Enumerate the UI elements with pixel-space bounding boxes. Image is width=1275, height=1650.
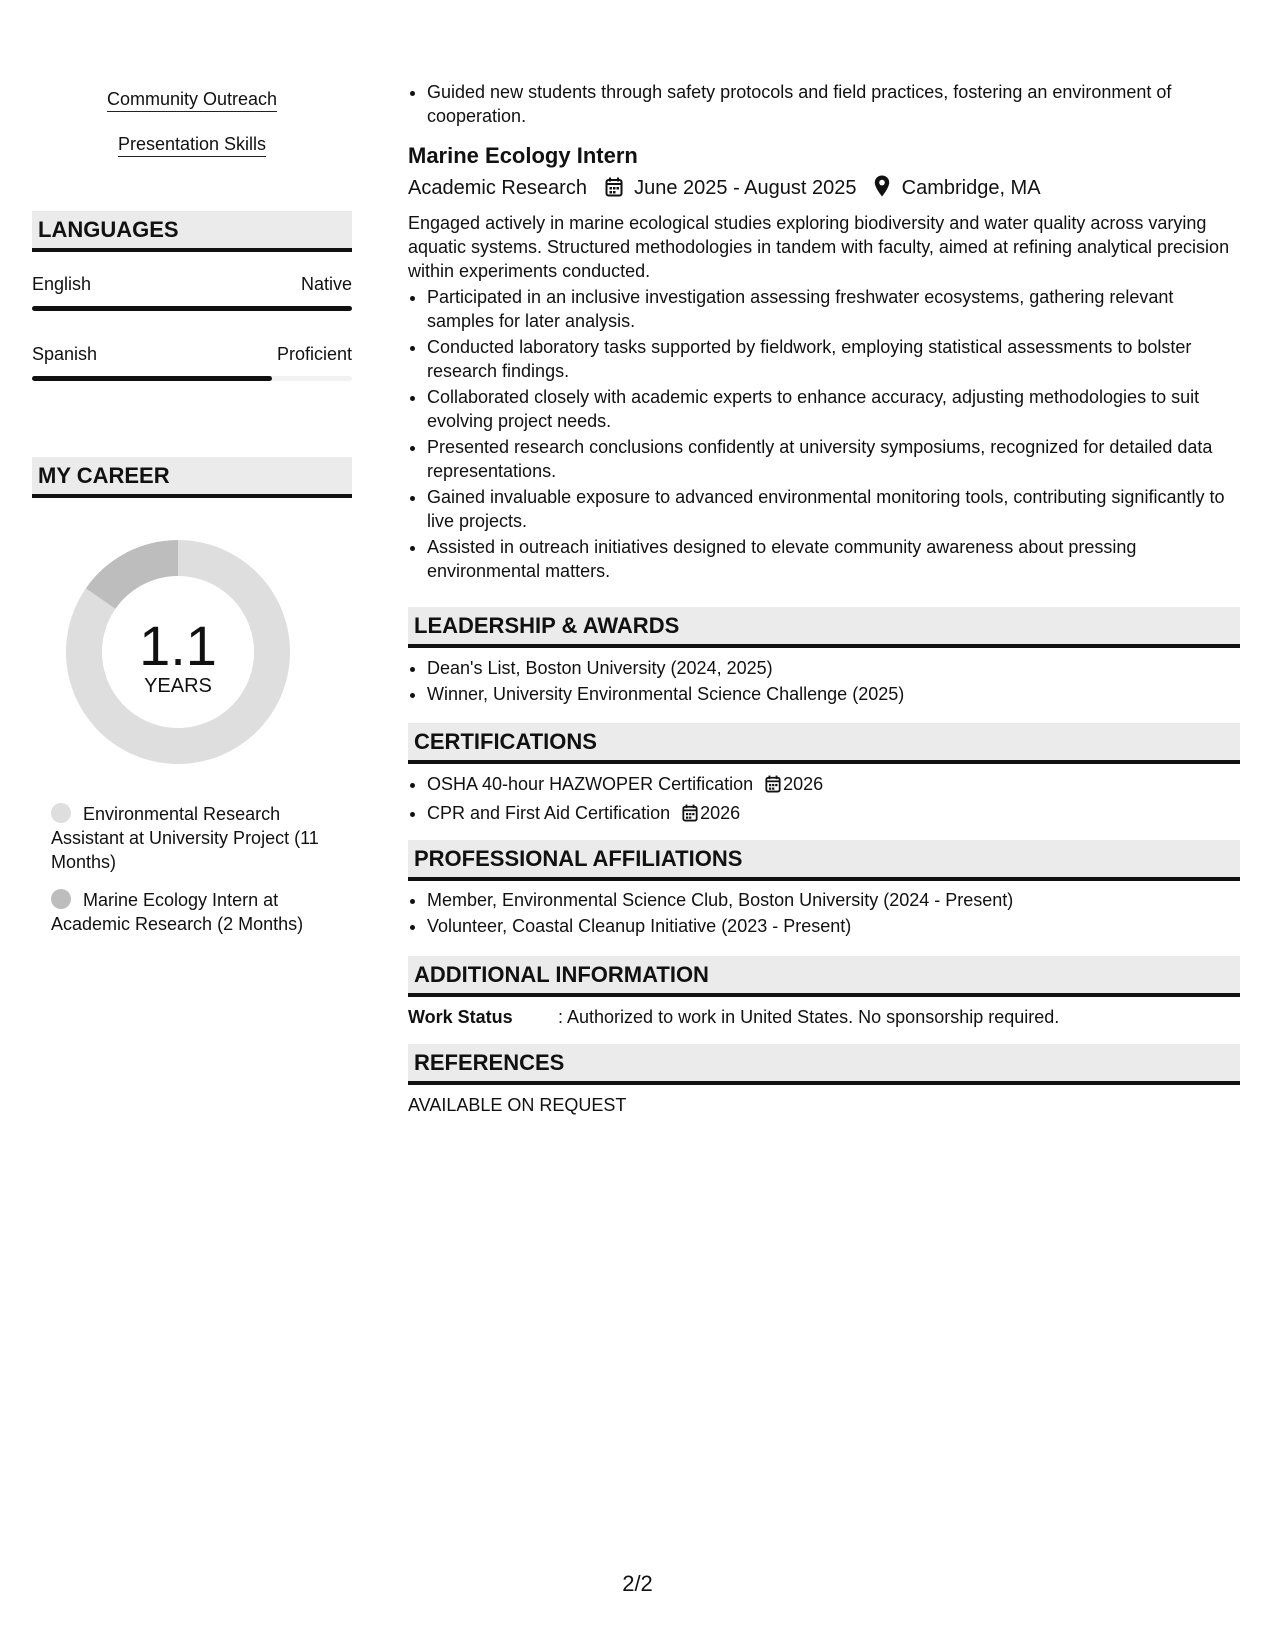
work-status-label: Work Status [408, 1007, 513, 1027]
certification-year: 2026 [783, 774, 824, 794]
awards-list [408, 656, 1240, 708]
job-meta [408, 175, 1041, 201]
sidebar [32, 0, 352, 1000]
job-dates: June 2025 - August 2025 [634, 177, 857, 199]
career-legend-dot [51, 803, 71, 823]
work-status-value: : Authorized to work in United States. No sponsorship required. [558, 1007, 1060, 1027]
language-bar [32, 306, 352, 311]
career-total-years: 1.1 [139, 614, 217, 677]
skill-item-presentation-skills[interactable]: Presentation Skills [32, 132, 352, 156]
work-status-row [408, 1005, 1059, 1029]
awards-heading: LEADERSHIP & AWARDS [408, 607, 1240, 648]
languages-heading: LANGUAGES [32, 211, 352, 252]
job-bullets [408, 285, 1240, 585]
calendar-icon [765, 775, 781, 799]
job-company: Academic Research [408, 177, 587, 199]
calendar-icon [605, 175, 623, 201]
language-name: Spanish [32, 344, 98, 364]
language-bar-fill [32, 376, 272, 381]
certification-name: CPR and First Aid Certification [427, 803, 671, 823]
language-level: Native [300, 274, 352, 294]
certifications-heading: CERTIFICATIONS [408, 723, 1240, 764]
calendar-icon [682, 804, 698, 828]
career-total-unit: YEARS [144, 675, 212, 697]
list-item: • Gained invaluable exposure to advanced environmental monitoring tools, contributing significantly to live projects. [427, 485, 1240, 533]
job-description: Engaged actively in marine ecological studies exploring biodiversity and water quality across varying aquatic systems. Structured methodologies in tandem with faculty, aimed at refining analytical precision within experiments conducted. [408, 213, 1230, 281]
career-legend-item: Environmental Research Assistant at University Project (11 Months) [51, 804, 319, 872]
references-text: AVAILABLE ON REQUEST [408, 1095, 627, 1115]
list-item [427, 801, 1240, 828]
list-item: • Guided new students through safety protocols and field practices, fostering an environment of cooperation. [427, 80, 1240, 128]
list-item: • Presented research conclusions confidently at university symposiums, recognized for detailed data representations. [427, 435, 1240, 483]
language-bar [32, 376, 352, 381]
affiliations-heading: PROFESSIONAL AFFILIATIONS [408, 840, 1240, 881]
career-legend-item: Marine Ecology Intern at Academic Research (2 Months) [51, 890, 304, 934]
list-item: • Member, Environmental Science Club, Boston University (2024 - Present) [427, 888, 1240, 912]
previous-job-bullets [408, 80, 1240, 130]
additional-info-heading: ADDITIONAL INFORMATION [408, 956, 1240, 997]
language-bar-fill [32, 306, 352, 311]
list-item [427, 772, 1240, 799]
certification-year: 2026 [700, 803, 741, 823]
job-title: Marine Ecology Intern [408, 143, 638, 168]
location-pin-icon [874, 175, 890, 201]
page-number: 2/2 [622, 1571, 653, 1596]
job-location: Cambridge, MA [901, 177, 1041, 199]
list-item: • Participated in an inclusive investigation assessing freshwater ecosystems, gathering relevant samples for later analysis. [427, 285, 1240, 333]
certifications-list [408, 772, 1240, 830]
list-item: • Collaborated closely with academic experts to enhance accuracy, adjusting methodologies to suit evolving project needs. [427, 385, 1240, 433]
list-item: • Volunteer, Coastal Cleanup Initiative (2023 - Present) [427, 914, 1240, 938]
language-name: English [32, 274, 92, 294]
list-item: • Dean's List, Boston University (2024, 2025) [427, 656, 1240, 680]
list-item: • Conducted laboratory tasks supported by fieldwork, employing statistical assessments to bolster research findings. [427, 335, 1240, 383]
affiliations-list [408, 888, 1240, 940]
list-item: • Assisted in outreach initiatives designed to elevate community awareness about pressing environmental matters. [427, 535, 1240, 583]
language-level: Proficient [276, 344, 352, 364]
certification-name: OSHA 40-hour HAZWOPER Certification [427, 774, 754, 794]
list-item: • Winner, University Environmental Science Challenge (2025) [427, 682, 1240, 706]
career-heading: MY CAREER [32, 457, 352, 498]
references-heading: REFERENCES [408, 1044, 1240, 1085]
career-legend-dot [51, 889, 71, 909]
skill-item-community-outreach[interactable]: Community Outreach [32, 87, 352, 111]
